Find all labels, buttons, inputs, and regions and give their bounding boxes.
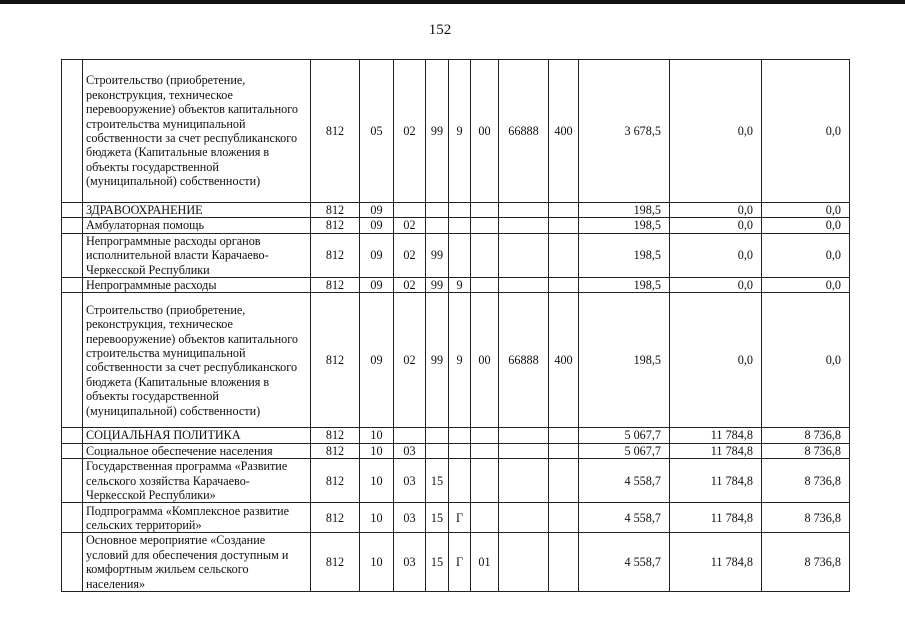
code-expense-type-cell: 400	[549, 293, 579, 428]
code-direction-cell	[499, 533, 549, 592]
page-number: 152	[428, 22, 452, 38]
code-activity-cell	[471, 459, 499, 503]
amount-year3-cell: 8 736,8	[762, 533, 850, 592]
code-subprogram-cell: 9	[449, 293, 471, 428]
code-ministry-cell: 812	[311, 443, 360, 458]
code-section-cell: 10	[360, 533, 394, 592]
table-row	[62, 533, 850, 592]
table-row	[62, 233, 850, 277]
amount-year1-cell: 198,5	[579, 293, 670, 428]
code-section-cell: 10	[360, 503, 394, 533]
code-activity-cell: 01	[471, 533, 499, 592]
amount-year2-cell: 11 784,8	[670, 503, 762, 533]
amount-year3-cell: 0,0	[762, 293, 850, 428]
code-section-cell: 09	[360, 203, 394, 218]
empty-index-cell	[62, 218, 83, 233]
name-cell: Строительство (приобретение, реконструкция, техническое перевооружение) объектов капитального строительства муниципальной собственности за счет республиканского бюджета (Капитальные вложения в объекты государственной (муниципальной) собственности)	[83, 293, 311, 428]
table-row	[62, 278, 850, 293]
empty-index-cell	[62, 443, 83, 458]
empty-index-cell	[62, 233, 83, 277]
code-section-cell: 09	[360, 218, 394, 233]
amount-year3-cell: 0,0	[762, 60, 850, 203]
code-subsection-cell: 02	[394, 278, 426, 293]
empty-index-cell	[62, 60, 83, 203]
name-cell: СОЦИАЛЬНАЯ ПОЛИТИКА	[83, 428, 311, 443]
code-ministry-cell: 812	[311, 60, 360, 203]
code-subsection-cell: 02	[394, 60, 426, 203]
code-expense-type-cell	[549, 428, 579, 443]
code-program-cell: 99	[426, 293, 449, 428]
amount-year1-cell: 198,5	[579, 233, 670, 277]
empty-index-cell	[62, 278, 83, 293]
amount-year2-cell: 0,0	[670, 293, 762, 428]
code-direction-cell	[499, 218, 549, 233]
code-subsection-cell	[394, 428, 426, 443]
code-subprogram-cell: Г	[449, 503, 471, 533]
code-ministry-cell: 812	[311, 459, 360, 503]
code-ministry-cell: 812	[311, 278, 360, 293]
code-activity-cell: 00	[471, 60, 499, 203]
amount-year3-cell: 8 736,8	[762, 428, 850, 443]
name-cell: Социальное обеспечение населения	[83, 443, 311, 458]
empty-index-cell	[62, 428, 83, 443]
code-direction-cell	[499, 203, 549, 218]
code-activity-cell: 00	[471, 293, 499, 428]
page-top-border	[0, 0, 905, 4]
amount-year3-cell: 8 736,8	[762, 503, 850, 533]
amount-year3-cell: 8 736,8	[762, 443, 850, 458]
code-direction-cell: 66888	[499, 60, 549, 203]
code-expense-type-cell	[549, 459, 579, 503]
code-program-cell: 99	[426, 278, 449, 293]
code-direction-cell	[499, 503, 549, 533]
amount-year2-cell: 0,0	[670, 233, 762, 277]
amount-year1-cell: 5 067,7	[579, 428, 670, 443]
name-cell: ЗДРАВООХРАНЕНИЕ	[83, 203, 311, 218]
code-activity-cell	[471, 443, 499, 458]
code-subsection-cell	[394, 203, 426, 218]
name-cell: Основное мероприятие «Создание условий для обеспечения доступным и комфортным жильем сельского населения»	[83, 533, 311, 592]
code-section-cell: 09	[360, 293, 394, 428]
code-ministry-cell: 812	[311, 293, 360, 428]
code-subsection-cell: 02	[394, 293, 426, 428]
code-subprogram-cell: Г	[449, 533, 471, 592]
code-program-cell: 15	[426, 533, 449, 592]
code-expense-type-cell: 400	[549, 60, 579, 203]
amount-year3-cell: 0,0	[762, 278, 850, 293]
amount-year3-cell: 0,0	[762, 218, 850, 233]
code-subsection-cell: 03	[394, 503, 426, 533]
amount-year1-cell: 198,5	[579, 278, 670, 293]
name-cell: Амбулаторная помощь	[83, 218, 311, 233]
name-cell: Государственная программа «Развитие сельского хозяйства Карачаево-Черкесской Республики»	[83, 459, 311, 503]
amount-year1-cell: 3 678,5	[579, 60, 670, 203]
code-activity-cell	[471, 233, 499, 277]
code-ministry-cell: 812	[311, 203, 360, 218]
code-subsection-cell: 03	[394, 443, 426, 458]
name-cell: Непрограммные расходы	[83, 278, 311, 293]
code-expense-type-cell	[549, 233, 579, 277]
amount-year1-cell: 198,5	[579, 203, 670, 218]
amount-year2-cell: 11 784,8	[670, 533, 762, 592]
code-program-cell	[426, 443, 449, 458]
amount-year1-cell: 4 558,7	[579, 503, 670, 533]
amount-year3-cell: 8 736,8	[762, 459, 850, 503]
code-direction-cell	[499, 233, 549, 277]
amount-year2-cell: 0,0	[670, 60, 762, 203]
budget-table	[61, 59, 850, 592]
amount-year1-cell: 4 558,7	[579, 459, 670, 503]
name-cell: Строительство (приобретение, реконструкция, техническое перевооружение) объектов капитального строительства муниципальной собственности за счет республиканского бюджета (Капитальные вложения в объекты государственной (муниципальной) собственности)	[83, 60, 311, 203]
code-program-cell	[426, 428, 449, 443]
empty-index-cell	[62, 533, 83, 592]
code-program-cell	[426, 203, 449, 218]
code-program-cell	[426, 218, 449, 233]
code-subsection-cell: 02	[394, 233, 426, 277]
code-section-cell: 10	[360, 459, 394, 503]
amount-year2-cell: 11 784,8	[670, 459, 762, 503]
code-activity-cell	[471, 503, 499, 533]
code-program-cell: 99	[426, 60, 449, 203]
amount-year2-cell: 11 784,8	[670, 428, 762, 443]
code-direction-cell	[499, 278, 549, 293]
amount-year2-cell: 0,0	[670, 203, 762, 218]
amount-year2-cell: 0,0	[670, 218, 762, 233]
code-section-cell: 05	[360, 60, 394, 203]
code-ministry-cell: 812	[311, 428, 360, 443]
code-direction-cell	[499, 459, 549, 503]
amount-year1-cell: 4 558,7	[579, 533, 670, 592]
table-row	[62, 203, 850, 218]
code-ministry-cell: 812	[311, 218, 360, 233]
code-ministry-cell: 812	[311, 533, 360, 592]
table-row	[62, 293, 850, 428]
code-subprogram-cell	[449, 459, 471, 503]
code-subsection-cell: 03	[394, 459, 426, 503]
name-cell: Непрограммные расходы органов исполнительной власти Карачаево-Черкесской Республики	[83, 233, 311, 277]
table-row	[62, 60, 850, 203]
code-activity-cell	[471, 218, 499, 233]
code-program-cell: 15	[426, 459, 449, 503]
amount-year2-cell: 11 784,8	[670, 443, 762, 458]
code-ministry-cell: 812	[311, 233, 360, 277]
amount-year3-cell: 0,0	[762, 233, 850, 277]
code-subprogram-cell	[449, 233, 471, 277]
code-section-cell: 09	[360, 233, 394, 277]
code-subprogram-cell	[449, 443, 471, 458]
code-subprogram-cell: 9	[449, 60, 471, 203]
code-subsection-cell: 03	[394, 533, 426, 592]
amount-year1-cell: 5 067,7	[579, 443, 670, 458]
table-row	[62, 443, 850, 458]
table-row	[62, 428, 850, 443]
table-row	[62, 503, 850, 533]
code-activity-cell	[471, 278, 499, 293]
empty-index-cell	[62, 293, 83, 428]
code-program-cell: 15	[426, 503, 449, 533]
code-subprogram-cell	[449, 428, 471, 443]
code-expense-type-cell	[549, 443, 579, 458]
code-direction-cell	[499, 443, 549, 458]
code-direction-cell	[499, 428, 549, 443]
empty-index-cell	[62, 203, 83, 218]
code-subprogram-cell: 9	[449, 278, 471, 293]
table-row	[62, 218, 850, 233]
code-expense-type-cell	[549, 533, 579, 592]
code-expense-type-cell	[549, 503, 579, 533]
code-program-cell: 99	[426, 233, 449, 277]
code-section-cell: 09	[360, 278, 394, 293]
code-section-cell: 10	[360, 443, 394, 458]
amount-year1-cell: 198,5	[579, 218, 670, 233]
code-expense-type-cell	[549, 218, 579, 233]
empty-index-cell	[62, 503, 83, 533]
code-activity-cell	[471, 203, 499, 218]
empty-index-cell	[62, 459, 83, 503]
amount-year3-cell: 0,0	[762, 203, 850, 218]
amount-year2-cell: 0,0	[670, 278, 762, 293]
code-expense-type-cell	[549, 278, 579, 293]
code-subsection-cell: 02	[394, 218, 426, 233]
table-row	[62, 459, 850, 503]
code-expense-type-cell	[549, 203, 579, 218]
name-cell: Подпрограмма «Комплексное развитие сельских территорий»	[83, 503, 311, 533]
code-activity-cell	[471, 428, 499, 443]
code-ministry-cell: 812	[311, 503, 360, 533]
code-subprogram-cell	[449, 203, 471, 218]
code-section-cell: 10	[360, 428, 394, 443]
code-direction-cell: 66888	[499, 293, 549, 428]
code-subprogram-cell	[449, 218, 471, 233]
